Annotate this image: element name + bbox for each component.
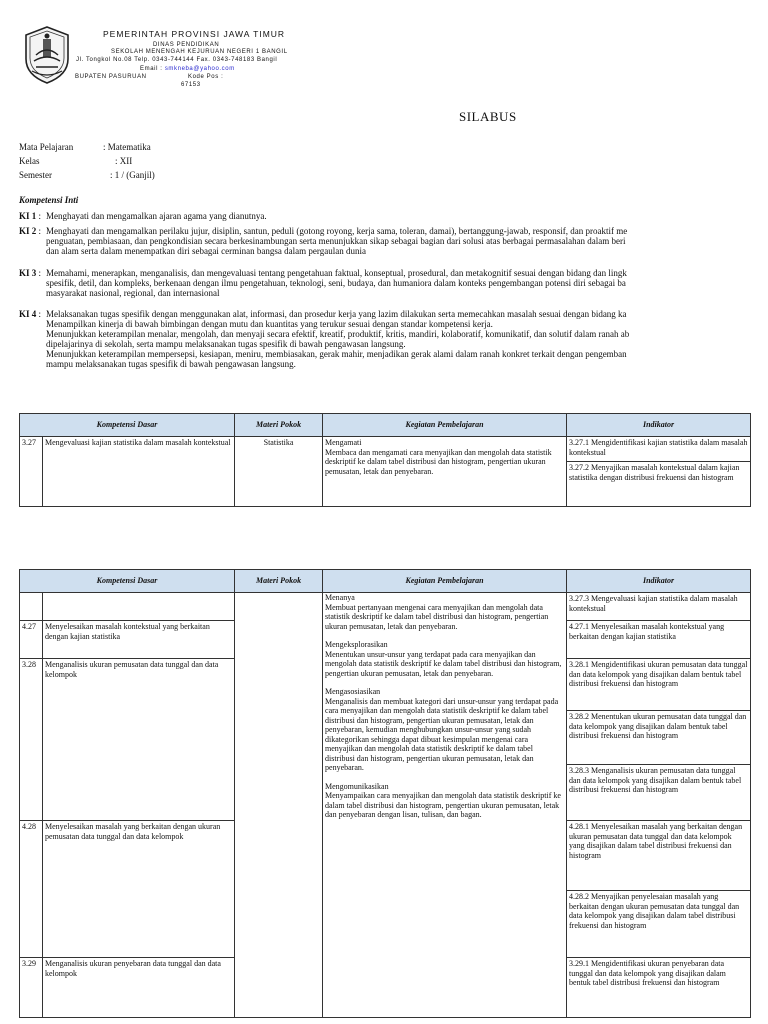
header-department: DINAS PENDIDIKAN <box>153 42 220 48</box>
kegiatan-title: Mengasosiasikan <box>325 687 381 696</box>
header-email-row <box>140 66 235 73</box>
kegiatan-text: Membaca dan mengamati cara menyajikan dan mengolah data statistik deskriptif ke dalam tabel distribusi dan histogram, pengertian ukuran pemusatan, letak dan penyebaran. <box>325 447 552 476</box>
syllabus-table-1 <box>19 413 751 507</box>
header-materi: Materi Pokok <box>235 570 323 593</box>
ki-3-text: Memahami, menerapkan, menganalisis, dan mengevaluasi tentang pengetahuan faktual, konseptual, prosedural, dan metakognitif sesuai dengan bidang dan lingk spesifik, detil, dan kompleks, berkenaan dengan ilmu pengetahuan, teknologi, seni, budaya, dan humaniora dalam konteks pengembangan potensi diri sebagai ba masyarakat nasional, regional, dan internasional <box>46 268 627 298</box>
table-header-row <box>20 414 751 437</box>
indikator-cell <box>567 821 751 958</box>
ki-2-label: KI 2 : <box>19 226 42 236</box>
indikator-cell <box>567 659 751 821</box>
header-province: PEMERINTAH PROVINSI JAWA TIMUR <box>103 29 286 39</box>
page-title: SILABUS <box>459 109 517 124</box>
subject-value: : Matematika <box>103 142 151 152</box>
ki-heading: Kompetensi Inti <box>19 195 79 205</box>
header-regency: BUPATEN PASURUAN <box>75 74 147 80</box>
subject-label: Mata Pelajaran <box>19 142 74 152</box>
indikator-item: 3.28.1 Mengidentifikasi ukuran pemusatan data tunggal dan data kelompok yang disajikan dalam bentuk tabel distribusi frekuensi dan histogram <box>567 659 750 711</box>
kd-text <box>43 593 235 621</box>
header-indikator: Indikator <box>567 414 751 437</box>
kd-number: 4.28 <box>20 821 43 958</box>
header-school: SEKOLAH MENENGAH KEJURUAN NEGERI 1 BANGIL <box>111 49 288 55</box>
header-postal-label: Kode Pos : <box>188 74 224 80</box>
ki-3-label: KI 3 : <box>19 268 42 278</box>
semester-value: : 1 / (Ganjil) <box>110 170 155 180</box>
indikator-item: 4.27.1 Menyelesaikan masalah kontekstual yang berkaitan dengan kajian statistika <box>569 622 725 641</box>
kd-number: 4.27 <box>20 621 43 659</box>
kd-text: Mengevaluasi kajian statistika dalam masalah kontekstual <box>43 437 235 507</box>
provincial-emblem-logo <box>22 25 72 85</box>
indikator-item: 3.27.2 Menyajikan masalah kontekstual dalam kajian statistika dengan distribusi frekuensi dan histogram <box>569 463 740 482</box>
header-kegiatan: Kegiatan Pembelajaran <box>323 414 567 437</box>
syllabus-table-2 <box>19 569 751 1018</box>
table-header-row <box>20 570 751 593</box>
kd-text: Menyelesaikan masalah yang berkaitan dengan ukuran pemusatan data tunggal dan data kelompok <box>43 821 235 958</box>
semester-label: Semester <box>19 170 52 180</box>
kd-text: Menganalisis ukuran penyebaran data tunggal dan data kelompok <box>43 958 235 1018</box>
indikator-item: 4.28.1 Menyelesaikan masalah yang berkaitan dengan ukuran pemusatan data tunggal dan data kelompok yang disajikan dalam tabel distribusi frekuensi dan histogram <box>567 821 750 891</box>
indikator-cell <box>567 621 751 659</box>
indikator-item: 3.28.2 Menentukan ukuran pemusatan data tunggal dan data kelompok yang disajikan dalam bentuk tabel distribusi frekuensi dan histogram <box>567 711 750 765</box>
kegiatan-cell <box>323 593 567 1018</box>
class-label: Kelas <box>19 156 40 166</box>
kd-number: 3.29 <box>20 958 43 1018</box>
header-kd: Kompetensi Dasar <box>20 570 235 593</box>
header-address: Jl. Tongkol No.08 Telp. 0343-744144 Fax. 0343-748183 Bangil <box>76 57 278 63</box>
indikator-cell <box>567 593 751 621</box>
table-row <box>20 437 751 507</box>
materi-pokok: Statistika <box>235 437 323 507</box>
kegiatan-cell <box>323 437 567 507</box>
kegiatan-text: Menentukan unsur-unsur yang terdapat pada cara menyajikan dan mengolah data statistik deskriptif ke dalam tabel distribusi dan histogram, pengertian ukuran pemusatan, letak dan penyebaran. <box>325 649 562 678</box>
kd-text: Menyelesaikan masalah kontekstual yang berkaitan dengan kajian statistika <box>43 621 235 659</box>
ki-2-text: Menghayati dan mengamalkan perilaku jujur, disiplin, santun, peduli (gotong royong, kerja sama, toleran, damai), bertanggung-jawab, responsif, dan proaktif me penguatan, pembiasaan, dan pengkondisian secara berkesinambungan serta menunjukkan sikap sebagai bagian dari solusi atas berbagai permasalahan dalam beri dan alam serta dalam menempatkan diri sebagai cerminan bangsa dalam pergaulan dunia <box>46 226 628 256</box>
header-kegiatan: Kegiatan Pembelajaran <box>323 570 567 593</box>
kegiatan-text: Membuat pertanyaan mengenai cara menyajikan dan mengolah data statistik deskriptif ke dalam tabel distribusi dan histogram, pengertian ukuran pemusatan, letak dan penyebaran. <box>325 602 549 631</box>
ki-4-label: KI 4 : <box>19 309 42 319</box>
kd-number: 3.28 <box>20 659 43 821</box>
indikator-cell <box>567 958 751 1018</box>
kegiatan-title: Mengomunikasikan <box>325 781 389 791</box>
indikator-item: 3.27.1 Mengidentifikasi kajian statistika dalam masalah kontekstual <box>567 437 750 462</box>
kegiatan-text: Menyampaikan cara menyajikan dan mengolah data statistik deskriptif ke dalam tabel distribusi dan histogram, pengertian ukuran pemusatan, letak dan penyebaran dengan lisan, tulisan, dan bagan. <box>325 791 561 819</box>
kegiatan-title: Mengamati <box>325 438 362 447</box>
header-kd: Kompetensi Dasar <box>20 414 235 437</box>
materi-pokok-empty <box>235 593 323 1018</box>
ki-1-label: KI 1 : <box>19 211 42 221</box>
header-materi: Materi Pokok <box>235 414 323 437</box>
header-postal-code: 67153 <box>181 82 201 88</box>
class-value: : XII <box>115 156 133 166</box>
indikator-item: 3.27.3 Mengevaluasi kajian statistika dalam masalah kontekstual <box>569 594 738 613</box>
kegiatan-text: Menganalisis dan membuat kategori dari unsur-unsur yang terdapat pada cara menyajikan dan mengolah data statistik deskriptif ke dalam tabel distribusi dan histogram, pengertian ukuran pemusatan, letak dan penyebaran, kemudian menghubungkan unsur-unsur yang sudah dikategorikan sehingga dapat dibuat kesimpulan mengenai cara menyajikan dan mengolah data statistik deskriptif ke dalam tabel distribusi dan histogram, pengertian ukuran pemusatan, letak dan penyebaran. <box>325 696 559 772</box>
kd-text: Menganalisis ukuran pemusatan data tunggal dan data kelompok <box>43 659 235 821</box>
email-label: Email : <box>140 66 163 72</box>
kd-number <box>20 593 43 621</box>
email-link[interactable]: smkneba@yahoo.com <box>164 66 235 72</box>
indikator-item: 4.28.2 Menyajikan penyelesaian masalah yang berkaitan dengan ukuran pemusatan data tunggal dan data kelompok yang disajikan dalam tabel distribusi frekuensi dan histogram <box>569 892 740 930</box>
kegiatan-title: Menanya <box>325 593 355 602</box>
indikator-item: 3.29.1 Mengidentifikasi ukuran penyebaran data tunggal dan data kelompok yang disajikan dalam bentuk tabel distribusi frekuensi dan histogram <box>569 959 726 987</box>
indikator-item: 3.28.3 Menganalisis ukuran pemusatan data tunggal dan data kelompok yang disajikan dalam bentuk tabel distribusi frekuensi dan histogram <box>569 766 742 794</box>
header-indikator: Indikator <box>567 570 751 593</box>
kd-number: 3.27 <box>20 437 43 507</box>
table-row <box>20 593 751 621</box>
ki-4-text: Melaksanakan tugas spesifik dengan menggunakan alat, informasi, dan prosedur kerja yang lazim dilakukan serta memecahkan masalah sesuai dengan bidang ka Menampilkan kinerja di bawah bimbingan dengan mutu dan kuantitas yang terukur sesuai dengan standar kompetensi kerja. Menunjukkan keterampilan menalar, mengolah, dan menyaji secara efektif, kreatif, produktif, kritis, mandiri, kolaboratif, komunikatif, dan solutif dalam ranah ab dipelajarinya di sekolah, serta mampu melaksanakan tugas spesifik di bawah pengawasan langsung. Menunjukkan keterampilan mempersepsi, kesiapan, meniru, membiasakan, gerak mahir, menjadikan gerak alami dalam ranah konkret terkait dengan pengemban mampu melaksanakan tugas spesifik di bawah pengawasan langsung. <box>46 309 630 369</box>
ki-1-text: Menghayati dan mengamalkan ajaran agama yang dianutnya. <box>46 211 267 221</box>
kegiatan-title: Mengeksplorasikan <box>325 640 388 649</box>
indikator-cell <box>567 437 751 507</box>
